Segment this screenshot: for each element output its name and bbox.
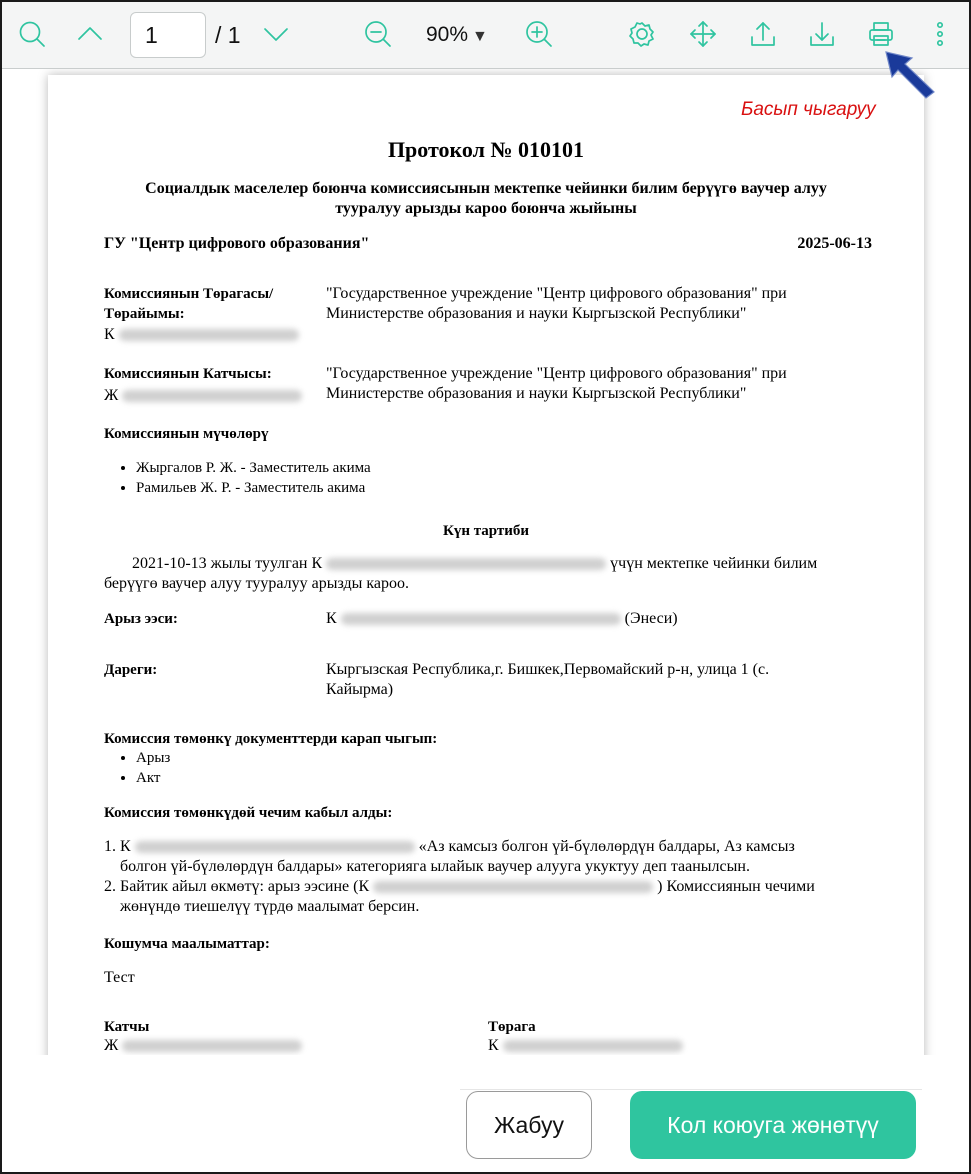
chevron-down-icon: ▼ xyxy=(472,28,488,45)
zoom-in-icon[interactable] xyxy=(521,16,557,52)
address-line2: Кайырма) xyxy=(326,681,394,698)
list-item: • Жыргалов Р. Ж. - Заместитель акима xyxy=(136,458,371,478)
zoom-dropdown[interactable] xyxy=(426,23,488,47)
signature-secretary-name: Ж xyxy=(104,1036,306,1055)
members-list xyxy=(88,458,371,498)
pdf-toolbar xyxy=(2,2,969,69)
document-page xyxy=(48,75,924,1055)
organization-name: ГУ "Центр цифрового образования" xyxy=(104,235,370,252)
members-label: Комиссиянын мүчөлөрү xyxy=(104,426,269,442)
annotation-arrow-icon xyxy=(882,48,942,104)
applicant-name: К (Энеси) xyxy=(326,610,678,627)
page-total: / 1 xyxy=(215,22,241,48)
agenda-line1: 2021-10-13 жылы туулган К үчүн мектепке чейинки билим xyxy=(132,555,818,572)
chair-label-line2: Төрайымы: xyxy=(104,306,185,322)
secretary-name: Ж xyxy=(104,386,306,406)
page-number-input[interactable] xyxy=(130,12,206,58)
documents-label: Комиссия төмөнкү документтерди карап чыгып: xyxy=(104,731,438,747)
list-item: • Арыз xyxy=(136,748,170,768)
print-icon[interactable] xyxy=(863,16,899,52)
secretary-label: Комиссиянын Катчысы: xyxy=(104,366,272,382)
chair-label-line1: Комиссиянын Төрагасы/ xyxy=(104,286,274,302)
move-icon[interactable] xyxy=(685,16,721,52)
agenda-line2: берүүгө ваучер алуу тууралуу арызды кароо. xyxy=(104,575,410,592)
address-line1: Кыргызская Республика,г. Бишкек,Первомайский р-н, улица 1 (с. xyxy=(326,661,770,678)
list-item: • Акт xyxy=(136,768,170,788)
signature-chair-name: К xyxy=(488,1036,687,1055)
document-subtitle-line2: тууралуу арызды кароо боюнча жыйыны xyxy=(335,200,637,217)
document-subtitle-line1: Социалдык маселелер боюнча комиссиясынын мектепке чейинки билим берүүгө ваучер алуу xyxy=(145,180,827,197)
zoom-value: 90% xyxy=(426,23,469,46)
protocol-date: 2025-06-13 xyxy=(797,235,872,252)
signature-secretary-label: Катчы xyxy=(104,1019,150,1035)
signature-chair-label: Төрага xyxy=(488,1019,536,1035)
decision-item-1-line2: болгон үй-бүлөлөрдүн балдары» категорияга ылайык ваучер алууга укуктуу деп таанылсын. xyxy=(120,858,750,875)
close-button[interactable]: Жабуу xyxy=(466,1091,592,1159)
zoom-out-icon[interactable] xyxy=(360,16,396,52)
secretary-org-line1: "Государственное учреждение "Центр цифрового образования" при xyxy=(326,365,787,382)
previous-page-icon[interactable] xyxy=(72,16,108,52)
extra-info-label: Кошумча маалыматтар: xyxy=(104,936,270,952)
modal-footer xyxy=(2,1055,969,1172)
address-label: Дареги: xyxy=(104,662,158,678)
decision-item-2: 2. Байтик айыл өкмөтү: арыз ээсине (К ) Комиссиянын чечими xyxy=(104,878,815,895)
decision-label: Комиссия төмөнкүдөй чечим кабыл алды: xyxy=(104,805,393,821)
extra-info-value: Тест xyxy=(104,969,135,986)
rotate-icon[interactable] xyxy=(624,16,660,52)
document-title: Протокол № 010101 xyxy=(387,137,585,162)
more-options-icon[interactable] xyxy=(923,16,957,52)
decision-item-2-line2: жөнүндө тиешелүү түрдө маалымат берсин. xyxy=(120,898,420,915)
applicant-label: Арыз ээси: xyxy=(104,611,178,627)
download-icon[interactable] xyxy=(804,16,840,52)
documents-list xyxy=(88,748,170,788)
secretary-org-line2: Министерстве образования и науки Кыргызской Республики" xyxy=(326,385,747,402)
search-icon[interactable] xyxy=(14,16,50,52)
document-viewer[interactable] xyxy=(2,69,969,1055)
print-annotation: Басып чыгаруу xyxy=(741,99,876,120)
next-page-icon[interactable] xyxy=(258,16,294,52)
footer-divider xyxy=(460,1089,922,1090)
send-for-signature-button[interactable]: Кол коюуга жөнөтүү xyxy=(630,1091,916,1159)
decision-item-1: 1. К «Аз камсыз болгон үй-бүлөлөрдүн балдары, Аз камсыз xyxy=(104,838,795,855)
chair-org-line1: "Государственное учреждение "Центр цифрового образования" при xyxy=(326,285,787,302)
agenda-title: Күн тартиби xyxy=(442,523,530,539)
chair-org-line2: Министерстве образования и науки Кыргызской Республики" xyxy=(326,305,747,322)
upload-icon[interactable] xyxy=(745,16,781,52)
chair-name: К xyxy=(104,325,303,345)
list-item: • Рамильев Ж. Р. - Заместитель акима xyxy=(136,478,371,498)
